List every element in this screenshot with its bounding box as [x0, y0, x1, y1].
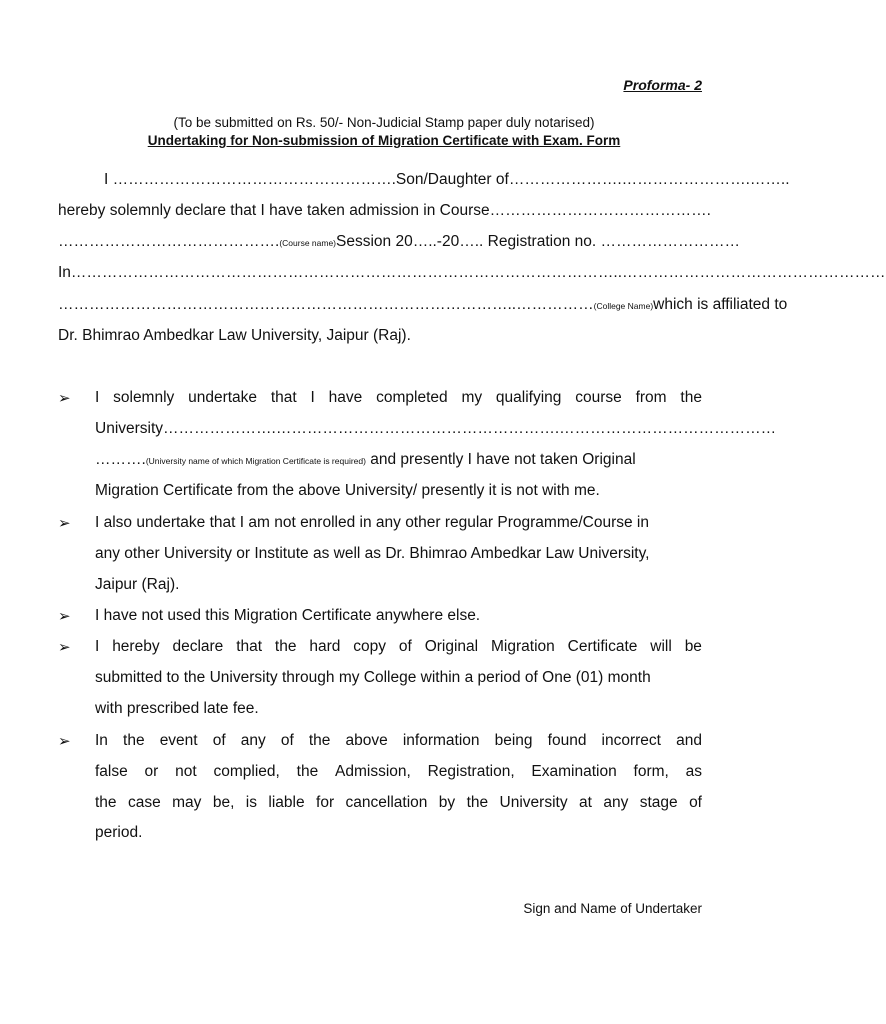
course-name-note: (Course name) [279, 238, 336, 248]
bullet-4-line-2: submitted to the University through my College within a period of One (01) month [95, 669, 651, 686]
bullet-1-line-3-text: and presently I have not taken Original [370, 451, 636, 468]
declaration-line-2: hereby solemnly declare that I have taken admission in Course……………………………………. [58, 202, 711, 219]
university-note: (University name of which Migration Certificate is required) [145, 456, 366, 466]
bullet-1-line-2: University………………….……………………………………………….…………………………………… [95, 420, 777, 437]
bullet-2-line-2: any other University or Institute as well as Dr. Bhimrao Ambedkar Law University, [95, 545, 650, 562]
bullet-5-line-3: the case may be, is liable for cancellation by the University at any stage of [95, 794, 702, 811]
bullet-1-line-4: Migration Certificate from the above University/ presently it is not with me. [95, 482, 600, 499]
proforma-label: Proforma- 2 [623, 77, 702, 93]
bullet-5-line-1: In the event of any of the above information being found incorrect and [95, 732, 702, 749]
affiliation-text: which is affiliated to [653, 296, 788, 313]
bullet-4-line-3: with prescribed late fee. [95, 700, 259, 717]
declaration-line-3 [58, 233, 740, 251]
bullet-arrow-icon: ➢ [58, 733, 71, 750]
bullet-1-line-1: I solemnly undertake that I have completed my qualifying course from the [95, 389, 702, 406]
bullet-arrow-icon: ➢ [58, 639, 71, 656]
bullet-5-line-2: false or not complied, the Admission, Registration, Examination form, as [95, 763, 702, 780]
bullet-arrow-icon: ➢ [58, 608, 71, 625]
bullet-2-line-1: I also undertake that I am not enrolled in any other regular Programme/Course in [95, 514, 649, 531]
college-field: ……………………………………………………………………………..…………… [58, 296, 594, 313]
bullet-4-line-1: I hereby declare that the hard copy of Original Migration Certificate will be [95, 638, 702, 655]
declaration-name-field: I ……………………………………………….Son/Daughter of [104, 171, 509, 188]
bullet-arrow-icon: ➢ [58, 390, 71, 407]
bullet-3-line-1: I have not used this Migration Certificate anywhere else. [95, 607, 481, 624]
document-title: Undertaking for Non-submission of Migration Certificate with Exam. Form [147, 133, 621, 148]
declaration-line-1 [58, 171, 790, 189]
course-field: ……………………………………. [58, 233, 280, 250]
bullet-2-line-3: Jaipur (Raj). [95, 576, 180, 593]
bullet-1-line-3 [95, 451, 636, 469]
session-registration: Session 20…..-20….. Registration no. ……………………… [336, 233, 740, 250]
declaration-parent-field: ………………….…………………….…….. [508, 171, 790, 188]
document-subtitle: (To be submitted on Rs. 50/- Non-Judicial Stamp paper duly notarised) [173, 115, 595, 130]
declaration-line-6: Dr. Bhimrao Ambedkar Law University, Jaipur (Raj). [58, 327, 411, 344]
college-name-note: (College Name) [593, 301, 654, 311]
signature-label: Sign and Name of Undertaker [523, 901, 702, 916]
bullet-arrow-icon: ➢ [58, 515, 71, 532]
bullet-5-line-4: period. [95, 824, 143, 841]
declaration-line-4: In……………………………………………………………………………………………..…………………………………………… [58, 264, 886, 281]
university-field: ………. [95, 451, 146, 468]
declaration-line-5 [58, 296, 788, 314]
